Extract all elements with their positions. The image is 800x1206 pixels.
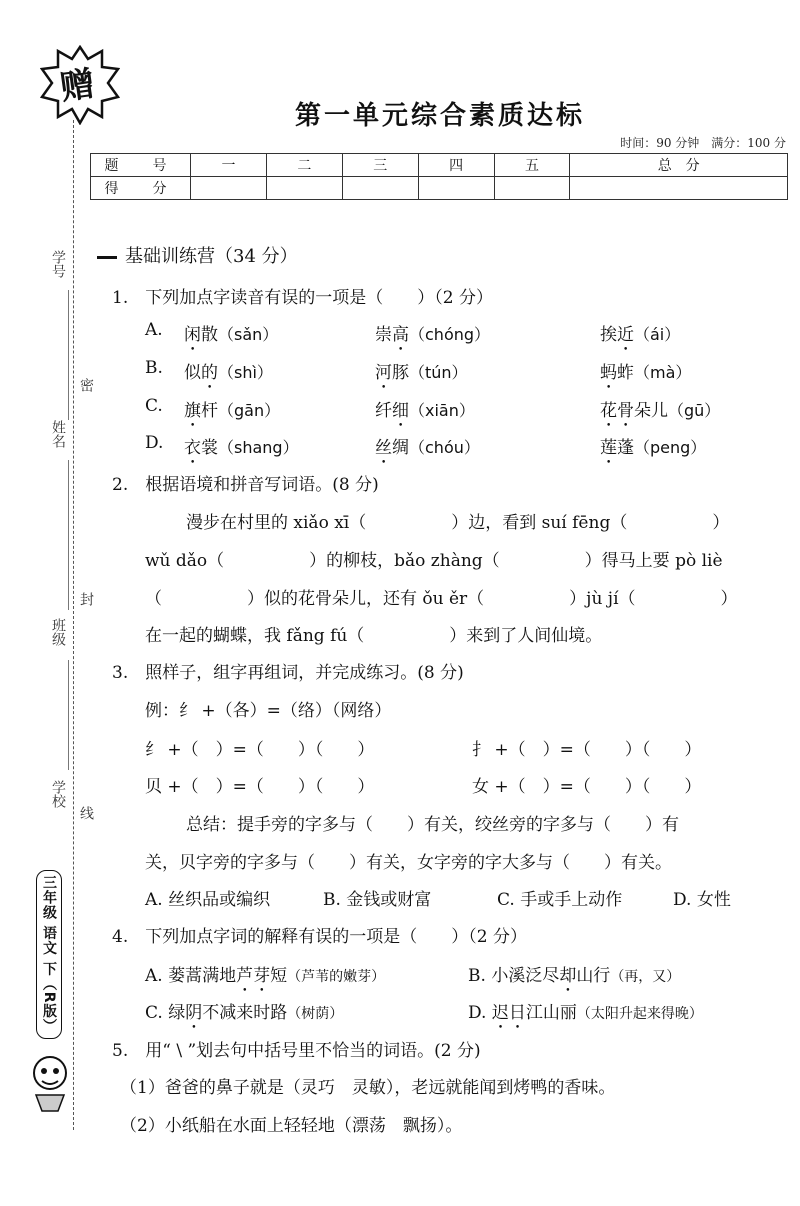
score-input-cell[interactable] — [494, 177, 570, 200]
q5-sentence-2: （2）小纸船在水面上轻轻地（漂荡 飘扬）。 — [120, 1116, 463, 1136]
q3-example: 例：纟 +（各）=（络）（网络） — [145, 701, 392, 721]
score-table-cell: 总 分 — [570, 154, 788, 177]
section-dash — [97, 256, 117, 259]
q4-stem: 4. 下列加点字词的解释有误的一项是（ ）（2 分） — [112, 927, 527, 947]
q1-option-word: 丝绸（chóu） — [375, 438, 480, 458]
q4-option-b: B. 小溪泛尽却山行（再，又） — [468, 966, 681, 986]
score-input-cell[interactable] — [266, 177, 342, 200]
q4-option-d: D. 迟日江山丽（太阳升起来得晚） — [468, 1003, 703, 1023]
section-heading-text: 基础训练营（34 分） — [125, 246, 298, 267]
q3-stem: 3. 照样子，组字再组词，并完成练习。(8 分) — [112, 663, 464, 683]
q4-option-a: A. 蒌蒿满地芦芽短（芦苇的嫩芽） — [145, 966, 386, 986]
q1-stem: 1. 下列加点字读音有误的一项是（ ）（2 分） — [112, 288, 493, 308]
q2-line: 漫步在村里的 xiǎo xī（ ）边，看到 suí fēng（ ） — [186, 513, 730, 533]
binding-dashed-line — [73, 120, 74, 1130]
q3-row-left: 纟 +（ ）=（ ）（ ） — [145, 740, 375, 760]
score-table-cell: 二 — [266, 154, 342, 177]
score-table-score-row — [91, 177, 788, 200]
score-table-cell: 四 — [418, 154, 494, 177]
section-heading — [97, 242, 298, 268]
q2-line: 在一起的蝴蝶，我 fǎng fú（ ）来到了人间仙境。 — [145, 626, 603, 646]
gift-badge-label: 赠 — [57, 63, 98, 109]
score-input-cell[interactable] — [342, 177, 418, 200]
q3-row-right: 女 +（ ）=（ ）（ ） — [472, 777, 702, 797]
q1-option-word: 崇高（chóng） — [375, 325, 491, 345]
q3-row-left: 贝 +（ ）=（ ）（ ） — [145, 777, 375, 797]
q1-option-word: 似的（shì） — [184, 363, 273, 383]
q2-line: （ ）似的花骨朵儿，还有 ǒu ěr（ ）jù jí（ ） — [145, 589, 738, 609]
q2-line: wǔ dǎo（ ）的柳枝，bǎo zhàng（ ）得马上要 pò liè — [145, 551, 723, 571]
q3-summary: 关，贝字旁的字多与（ ）有关，女字旁的字大多与（ ）有关。 — [145, 853, 672, 873]
score-table-cell: 得 分 — [91, 177, 191, 200]
student-id-field — [68, 290, 69, 420]
seal-feng: 封 — [78, 592, 94, 606]
mascot-logo-icon — [28, 1045, 72, 1115]
q4-option-c: C. 绿阴不减来时路（树荫） — [145, 1003, 344, 1023]
seal-mi: 密 — [78, 378, 94, 392]
page-title: 第一单元综合素质达标 — [294, 101, 585, 131]
class-field — [68, 660, 69, 770]
score-input-cell[interactable] — [418, 177, 494, 200]
score-input-cell[interactable] — [191, 177, 267, 200]
score-table-cell: 题 号 — [91, 154, 191, 177]
q5-sentence-1: （1）爸爸的鼻子就是（灵巧 灵敏），老远就能闻到烤鸭的香味。 — [120, 1078, 616, 1098]
q1-option-word: 河豚（tún） — [375, 363, 468, 383]
student-id-label: 学号 — [50, 250, 66, 278]
school-label: 学校 — [50, 780, 66, 808]
q1-option-letter: D. — [145, 433, 164, 453]
q1-option-word: 衣裳（shang） — [184, 438, 299, 458]
q1-option-word: 纤细（xiān） — [375, 401, 475, 421]
score-table-cell: 五 — [494, 154, 570, 177]
class-label: 班级 — [50, 618, 66, 646]
q1-option-word: 莲蓬（peng） — [600, 438, 707, 458]
q1-option-letter: C. — [145, 396, 163, 416]
q2-stem: 2. 根据语境和拼音写词语。(8 分) — [112, 475, 379, 495]
q1-option-word: 挨近（ái） — [600, 325, 681, 345]
q1-option-word: 蚂蚱（mà） — [600, 363, 692, 383]
q3-choice: D. 女性 — [673, 890, 731, 910]
score-table-cell: 一 — [191, 154, 267, 177]
q3-choice: B. 金钱或财富 — [323, 890, 432, 910]
q5-stem: 5. 用“ \ ”划去句中括号里不恰当的词语。(2 分) — [112, 1041, 481, 1061]
q1-option-word: 旗杆（gān） — [184, 401, 281, 421]
seal-xian: 线 — [78, 806, 94, 820]
q1-option-word: 闲散（sǎn） — [184, 325, 279, 345]
score-table-cell: 三 — [342, 154, 418, 177]
q3-summary: 总结：提手旁的字多与（ ）有关，绞丝旁的字多与（ ）有 — [186, 815, 679, 835]
q3-choice: A. 丝织品或编织 — [145, 890, 271, 910]
score-table-header-row — [91, 154, 788, 177]
q1-option-letter: A. — [145, 320, 163, 340]
time-score-info: 时间：90 分钟 满分：100 分 — [620, 136, 786, 150]
q3-row-right: 扌 +（ ）=（ ）（ ） — [472, 740, 702, 760]
q1-option-word: 花骨朵儿（gū） — [600, 401, 721, 421]
series-label: 三年级 语文 下（R版） — [36, 870, 62, 1039]
name-field — [68, 460, 69, 610]
name-label: 姓名 — [50, 420, 66, 448]
q1-option-letter: B. — [145, 358, 163, 378]
q3-choice: C. 手或手上动作 — [497, 890, 623, 910]
score-input-cell[interactable] — [570, 177, 788, 200]
score-table — [90, 153, 788, 200]
